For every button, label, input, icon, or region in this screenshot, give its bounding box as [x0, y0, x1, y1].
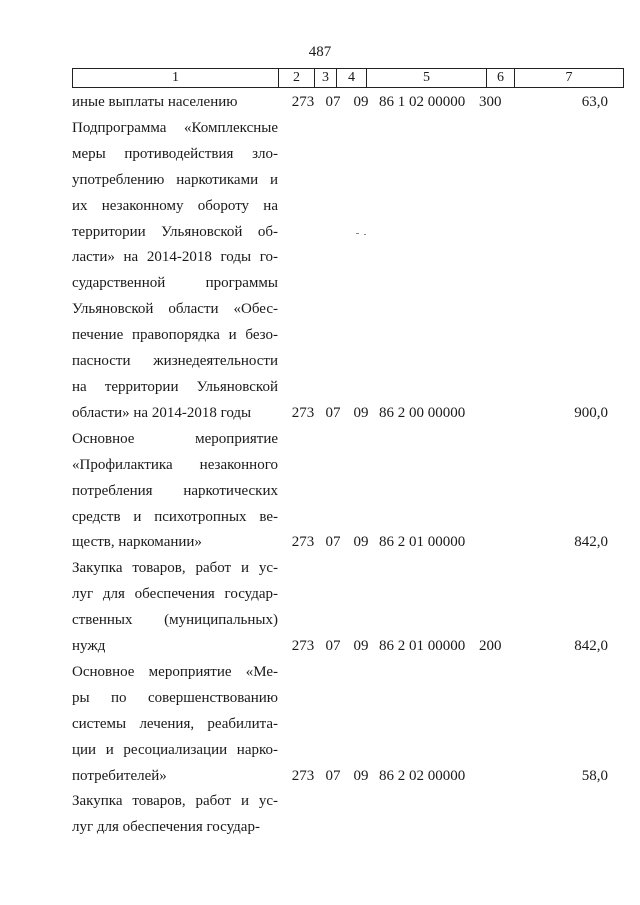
column-header-2: 2: [279, 69, 315, 88]
description-line: системы лечения, реабилита-: [72, 715, 278, 732]
description-line: меры противодействия зло-: [72, 145, 278, 162]
description-line: потребителей»: [72, 767, 167, 784]
admin-code-cell: 273: [291, 767, 315, 784]
description-line: Закупка товаров, работ и ус-: [72, 793, 278, 810]
description-line: области» на 2014-2018 годы: [72, 404, 252, 421]
target-article-cell: 86 2 02 00000: [379, 767, 466, 784]
table-row: [72, 660, 612, 790]
description-line: потребления наркотических: [72, 482, 278, 499]
column-header-7: 7: [515, 69, 624, 88]
description-line: ры по совершенствованию: [72, 689, 278, 706]
description-line: средств и психотропных ве-: [72, 508, 278, 525]
amount-cell: 63,0: [581, 94, 608, 111]
description-line: Ульяновской области «Обес-: [72, 301, 278, 318]
scan-speck: [364, 234, 366, 235]
description-line: ласти» на 2014-2018 годы го-: [72, 249, 278, 266]
table-row: [72, 90, 612, 116]
row-codes: [72, 530, 612, 556]
description-line: употреблению наркотиками и: [72, 171, 278, 188]
admin-code-cell: 273: [291, 94, 315, 111]
section-code-cell: 07: [325, 534, 341, 551]
table-row: [72, 556, 612, 660]
description-line: территории Ульяновской об-: [72, 223, 278, 240]
amount-cell: 58,0: [581, 767, 608, 784]
table-row: [72, 116, 612, 427]
section-code-cell: 07: [325, 638, 341, 655]
description-line: Основное мероприятие: [72, 430, 278, 447]
budget-rows: [72, 90, 612, 841]
subsection-code-cell: 09: [353, 767, 369, 784]
section-code-cell: 07: [325, 767, 341, 784]
description-line: ственных (муниципальных): [72, 612, 278, 629]
expense-type-cell: 200: [479, 638, 502, 655]
description-line: луг для обеспечения государ-: [72, 819, 260, 836]
row-codes: [72, 815, 612, 841]
target-article-cell: 86 1 02 00000: [379, 94, 466, 111]
subsection-code-cell: 09: [353, 534, 369, 551]
row-codes: [72, 401, 612, 427]
subsection-code-cell: 09: [353, 638, 369, 655]
description-line: ществ, наркомании»: [72, 534, 202, 551]
column-header-3: 3: [315, 69, 337, 88]
column-header-table: [72, 68, 624, 88]
description-line: Закупка товаров, работ и ус-: [72, 560, 278, 577]
scan-speck: [356, 233, 359, 234]
description-line: «Профилактика незаконного: [72, 456, 278, 473]
subsection-code-cell: 09: [353, 404, 369, 421]
amount-cell: 842,0: [574, 534, 608, 551]
table-row: [72, 789, 612, 841]
description-line: луг для обеспечения государ-: [72, 586, 278, 603]
description-line: печение правопорядка и безо-: [72, 327, 278, 344]
table-row: [72, 427, 612, 557]
description-line: на территории Ульяновской: [72, 378, 278, 395]
expense-type-cell: 300: [479, 94, 502, 111]
amount-cell: 842,0: [574, 638, 608, 655]
target-article-cell: 86 2 01 00000: [379, 534, 466, 551]
target-article-cell: 86 2 00 00000: [379, 404, 466, 421]
description-line: иные выплаты населению: [72, 94, 238, 110]
admin-code-cell: 273: [291, 534, 315, 551]
column-header-row: [73, 69, 624, 88]
page-number: 487: [308, 44, 332, 60]
column-header-6: 6: [487, 69, 515, 88]
description-line: ции и ресоциализации нарко-: [72, 741, 278, 758]
column-header-4: 4: [337, 69, 367, 88]
description-line: нужд: [72, 638, 106, 655]
description-line: сударственной программы: [72, 275, 278, 292]
row-codes: [72, 764, 612, 790]
section-code-cell: 07: [325, 94, 341, 111]
column-header-5: 5: [367, 69, 487, 88]
description-line: Подпрограмма «Комплексные: [72, 119, 278, 136]
description-line: Основное мероприятие «Ме-: [72, 663, 278, 680]
row-codes: [72, 90, 612, 116]
section-code-cell: 07: [325, 404, 341, 421]
admin-code-cell: 273: [291, 638, 315, 655]
row-codes: [72, 634, 612, 660]
description-line: пасности жизнедеятельности: [72, 353, 278, 370]
amount-cell: 900,0: [574, 404, 608, 421]
row-description: [72, 116, 278, 427]
target-article-cell: 86 2 01 00000: [379, 638, 466, 655]
description-line: их незаконному обороту на: [72, 197, 278, 214]
admin-code-cell: 273: [291, 404, 315, 421]
column-header-1: 1: [73, 69, 279, 88]
subsection-code-cell: 09: [353, 94, 369, 111]
